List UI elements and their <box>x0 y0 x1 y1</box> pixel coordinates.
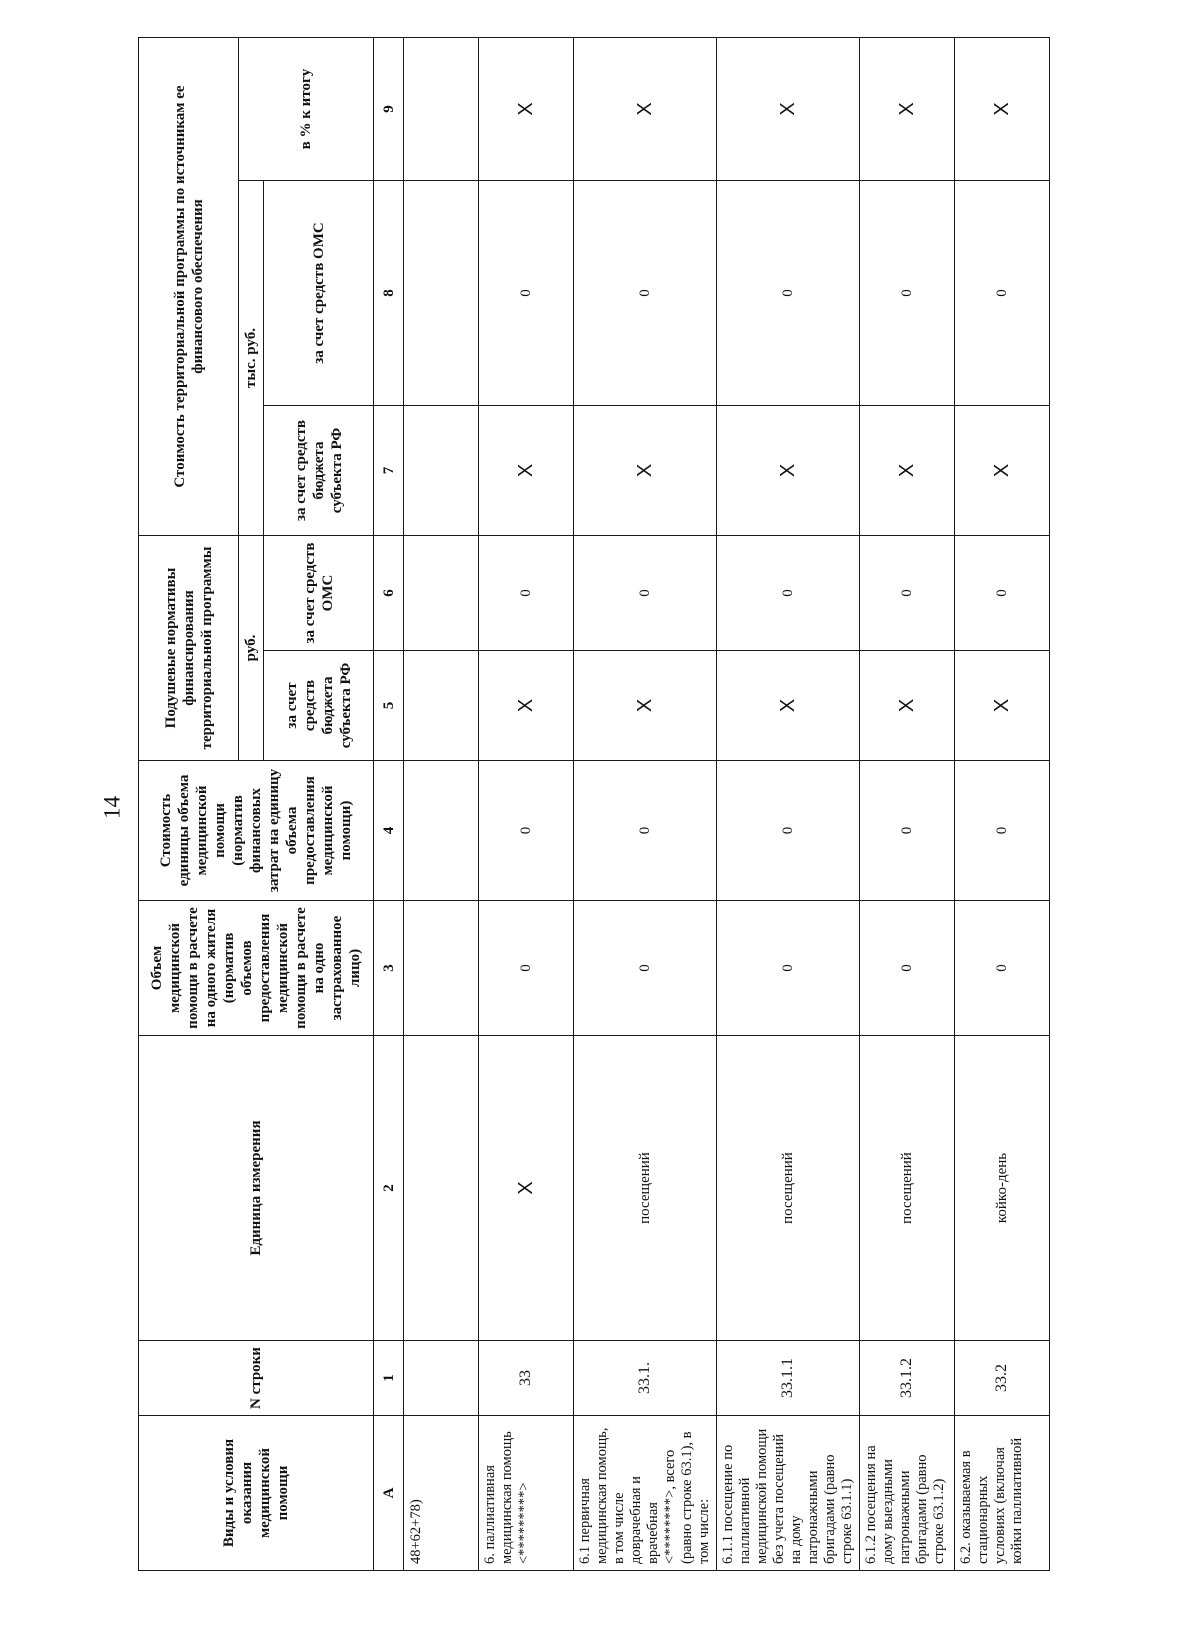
header-per-capita-group: Подушевые нормативы финансирования территориальной программы <box>139 536 239 761</box>
row-value-4: 0 <box>574 761 717 901</box>
column-number-7: 7 <box>374 406 404 536</box>
header-col-7: за счет средств бюджета субъекта РФ <box>264 406 374 536</box>
row-value-8: 0 <box>860 181 955 406</box>
table-cell <box>404 651 479 761</box>
table-cell <box>404 406 479 536</box>
row-value-5: X <box>479 651 574 761</box>
table-row <box>717 38 860 1571</box>
row-value-3: 0 <box>479 901 574 1036</box>
row-line-number: 33 <box>479 1341 574 1416</box>
row-value-7: X <box>717 406 860 536</box>
row-unit: койко-день <box>955 1036 1050 1341</box>
table-row <box>955 38 1050 1571</box>
header-col-9: в % к итогу <box>239 38 374 181</box>
continuation-text: 48+62+78) <box>404 1416 479 1571</box>
row-value-3: 0 <box>860 901 955 1036</box>
row-value-5: X <box>574 651 717 761</box>
row-value-6: 0 <box>574 536 717 651</box>
row-unit: посещений <box>860 1036 955 1341</box>
table-row <box>479 38 574 1571</box>
row-value-8: 0 <box>955 181 1050 406</box>
header-col-4: Стоимость единицы объема медицинской помощи (норматив финансовых затрат на единицу объема предоставления медицинской помощи) <box>139 761 374 901</box>
row-value-8: 0 <box>574 181 717 406</box>
row-value-4: 0 <box>955 761 1050 901</box>
header-col-1: N строки <box>139 1341 374 1416</box>
row-value-5: X <box>717 651 860 761</box>
row-line-number: 33.1.1 <box>717 1341 860 1416</box>
row-value-7: X <box>860 406 955 536</box>
header-col-3: Объем медицинской помощи в расчете на одного жителя (норматив объемов предоставления медицинской помощи в расчете на одно застрахованное лицо) <box>139 901 374 1036</box>
row-value-3: 0 <box>717 901 860 1036</box>
row-label: 6.1 первичная медицинская помощь, в том числе доврачебная и врачебная <********>, всего (равно строке 63.1), в том числе: <box>574 1416 717 1571</box>
row-label: 6.1.2 посещения на дому выездными патронажными бригадами (равно строке 63.1.2) <box>860 1416 955 1571</box>
financing-table <box>138 37 1050 1571</box>
column-number-9: 9 <box>374 38 404 181</box>
row-value-3: 0 <box>574 901 717 1036</box>
column-number-2: 2 <box>374 1036 404 1341</box>
page-number: 14 <box>99 796 125 819</box>
row-value-5: X <box>955 651 1050 761</box>
row-value-7: X <box>574 406 717 536</box>
row-value-9: X <box>479 38 574 181</box>
row-unit: посещений <box>574 1036 717 1341</box>
row-value-9: X <box>574 38 717 181</box>
row-value-5: X <box>860 651 955 761</box>
row-value-9: X <box>955 38 1050 181</box>
rotated-table-container <box>138 37 1050 1571</box>
row-value-4: 0 <box>717 761 860 901</box>
row-value-3: 0 <box>955 901 1050 1036</box>
table-cell <box>404 901 479 1036</box>
row-line-number: 33.1. <box>574 1341 717 1416</box>
header-col-a: Виды и условия оказания медицинской помощи <box>139 1416 374 1571</box>
header-col-8: за счет средств ОМС <box>264 181 374 406</box>
header-col-5: за счет средств бюджета субъекта РФ <box>264 651 374 761</box>
column-number-a: А <box>374 1416 404 1571</box>
header-per-capita-unit: руб. <box>239 536 264 761</box>
row-label: 6. паллиативная медицинская помощь <*********> <box>479 1416 574 1571</box>
row-line-number: 33.2 <box>955 1341 1050 1416</box>
row-value-6: 0 <box>955 536 1050 651</box>
table-row <box>860 38 955 1571</box>
table-cell <box>404 38 479 181</box>
header-col-6: за счет средств ОМС <box>264 536 374 651</box>
row-value-8: 0 <box>717 181 860 406</box>
row-label: 6.2. оказываемая в стационарных условиях (включая койки паллиативной <box>955 1416 1050 1571</box>
row-value-9: X <box>860 38 955 181</box>
row-unit: посещений <box>717 1036 860 1341</box>
row-value-6: 0 <box>860 536 955 651</box>
table-cell <box>404 1341 479 1416</box>
table-cell <box>404 181 479 406</box>
row-line-number: 33.1.2 <box>860 1341 955 1416</box>
column-number-1: 1 <box>374 1341 404 1416</box>
header-cost-unit: тыс. руб. <box>239 181 264 536</box>
row-unit: X <box>479 1036 574 1341</box>
column-number-3: 3 <box>374 901 404 1036</box>
header-cost-group: Стоимость территориальной программы по источникам ее финансового обеспечения <box>139 38 239 536</box>
table-cell <box>404 761 479 901</box>
column-number-6: 6 <box>374 536 404 651</box>
row-value-4: 0 <box>479 761 574 901</box>
row-value-6: 0 <box>479 536 574 651</box>
table-cell <box>404 1036 479 1341</box>
header-col-2: Единица измерения <box>139 1036 374 1341</box>
column-number-4: 4 <box>374 761 404 901</box>
row-value-7: X <box>479 406 574 536</box>
row-label: 6.1.1 посещение по паллиативной медицинской помощи без учета посещений на дому патронажными бригадами (равно строке 63.1.1) <box>717 1416 860 1571</box>
row-value-9: X <box>717 38 860 181</box>
row-value-8: 0 <box>479 181 574 406</box>
column-number-8: 8 <box>374 181 404 406</box>
column-number-5: 5 <box>374 651 404 761</box>
row-value-7: X <box>955 406 1050 536</box>
table-row <box>574 38 717 1571</box>
table-cell <box>404 536 479 651</box>
row-value-6: 0 <box>717 536 860 651</box>
row-value-4: 0 <box>860 761 955 901</box>
